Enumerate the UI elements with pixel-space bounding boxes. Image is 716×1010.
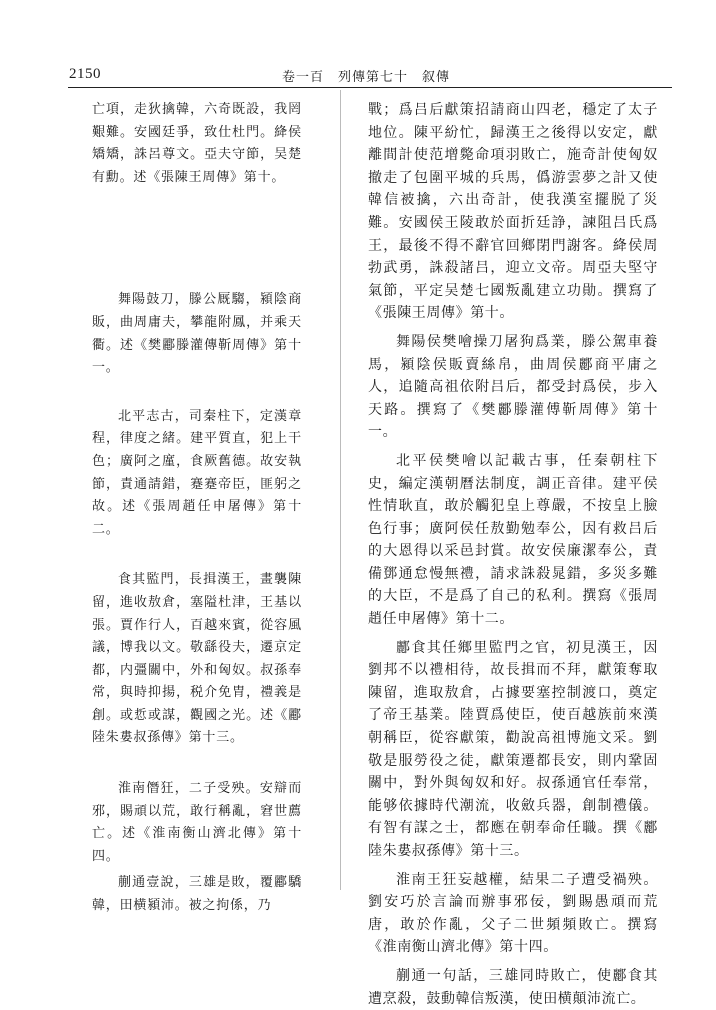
classical-paragraph-5: 淮南僭狂，二子受殃。安辯而邪，賜頑以荒，敢行稱亂，窘世薦亡。述《淮南衡山濟北傳》第十四。 xyxy=(92,781,302,864)
classical-paragraph-2: 舞陽鼓刀，滕公厩騶，潁陰商販，曲周庸夫，攀龍附鳳，并乘天衢。述《樊酈滕灌傳靳周傳》第十一。 xyxy=(92,292,302,376)
classical-paragraph-3: 北平志古，司秦柱下，定漢章程，律度之緒。建平質直，犯上干色；廣阿之廑，食厥舊德。故安執節，責通請錯，蹇蹇帝臣，匪躬之故。述《張周趙任申屠傳》第十二。 xyxy=(92,408,302,537)
translation-paragraph-2: 舞陽侯樊噲操刀屠狗爲業，滕公駕車養馬，潁陰侯販賣絲帛，曲周侯酈商平庸之人，追隨高祖依附吕后，都受封爲侯，步入天路。撰寫了《樊酈滕灌傅靳周傳》第十一。 xyxy=(368,333,658,441)
column-divider xyxy=(340,90,341,890)
classical-text-column xyxy=(92,99,302,918)
translation-paragraph-5: 淮南王狂妄越權，結果二子遭受禍殃。劉安巧於言論而辦事邪佞，劉賜愚頑而荒唐，敢於作亂，父子二世頻頻敗亡。撰寫《淮南衡山濟北傳》第十四。 xyxy=(368,871,658,956)
header-rule xyxy=(68,87,672,88)
translation-text-column xyxy=(368,99,658,1010)
classical-paragraph-4: 食其監門，長揖漢王，畫襲陳留，進收敖倉，塞隘杜津，王基以張。賈作行人，百越來賓，從容風議，博我以文。敬繇役夫，遷京定都，内彊關中，外和匈奴。叔孫奉常，與時抑揚，税介免胄，禮義是創。或悊或謀，觀國之光。述《酈陸朱婁叔孫傳》第十三。 xyxy=(92,572,302,746)
classical-paragraph-1: 亡項，走狄擒韓，六奇既設，我罔艱難。安國廷爭，致仕杜門。絳侯矯矯，誅呂尊文。亞夫守節，吴楚有勳。述《張陳王周傳》第十。 xyxy=(92,102,302,185)
page-number: 2150 xyxy=(69,66,101,82)
translation-paragraph-6: 蒯通一句話，三雄同時敗亡，使酈食其遭烹殺，鼓動韓信叛漢，使田横顛沛流亡。 xyxy=(368,967,658,1007)
translation-paragraph-4: 酈食其任鄉里監門之官，初見漢王，因劉邦不以禮相待，故長揖而不拜，獻策奪取陳留，進取敖倉，占據要塞控制渡口，奠定了帝王基業。陸賈爲使臣，使百越族前來漢朝稱臣，從容獻策，勸說高祖博施文采。劉敬是服勞役之徒，獻策遷都長安，則内鞏固關中，對外與匈奴和好。叔孫通官任奉常，能够依據時代潮流，收斂兵器，創制禮儀。有智有謀之士，都應在朝奉命任職。撰《酈陸朱婁叔孫傳》第十三。 xyxy=(368,639,658,859)
translation-paragraph-3: 北平侯樊噲以記載古事，任秦朝柱下史，編定漢朝曆法制度，調正音律。建平侯性情耿直，敢於觸犯皇上尊嚴，不按皇上臉色行事；廣阿侯任敖勤勉奉公，因有救吕后的大恩得以采邑封賞。故安侯廉潔奉公，責備鄧通怠慢無禮，請求誅殺晁錯，多災多難的大臣，不是爲了自己的私利。撰寫《張周趙任申屠傳》第十二。 xyxy=(368,452,658,628)
translation-paragraph-1: 戰；爲吕后獻策招請商山四老，穩定了太子地位。陳平紛忙，歸漢王之後得以安定，獻離間計使范增斃命項羽敗亡，施奇計使匈奴撤走了包圍平城的兵馬，僞游雲夢之計又使韓信被擒，六出奇計，使我漢室擺脱了災難。安國侯王陵敢於面折廷諍，諫阻吕氏爲王，最後不得不辭官回鄉閉門謝客。絳侯周勃武勇，誅殺諸吕，迎立文帝。周亞夫堅守氣節，平定吴楚七國叛亂建立功勛。撰寫了《張陳王周傳》第十。 xyxy=(368,102,658,322)
classical-paragraph-6: 蒯通壹說，三雄是敗，覆酈驕韓，田横潁沛。被之拘係，乃 xyxy=(92,875,302,914)
running-title: 卷一百 列傳第七十 叙傳 xyxy=(282,70,451,85)
